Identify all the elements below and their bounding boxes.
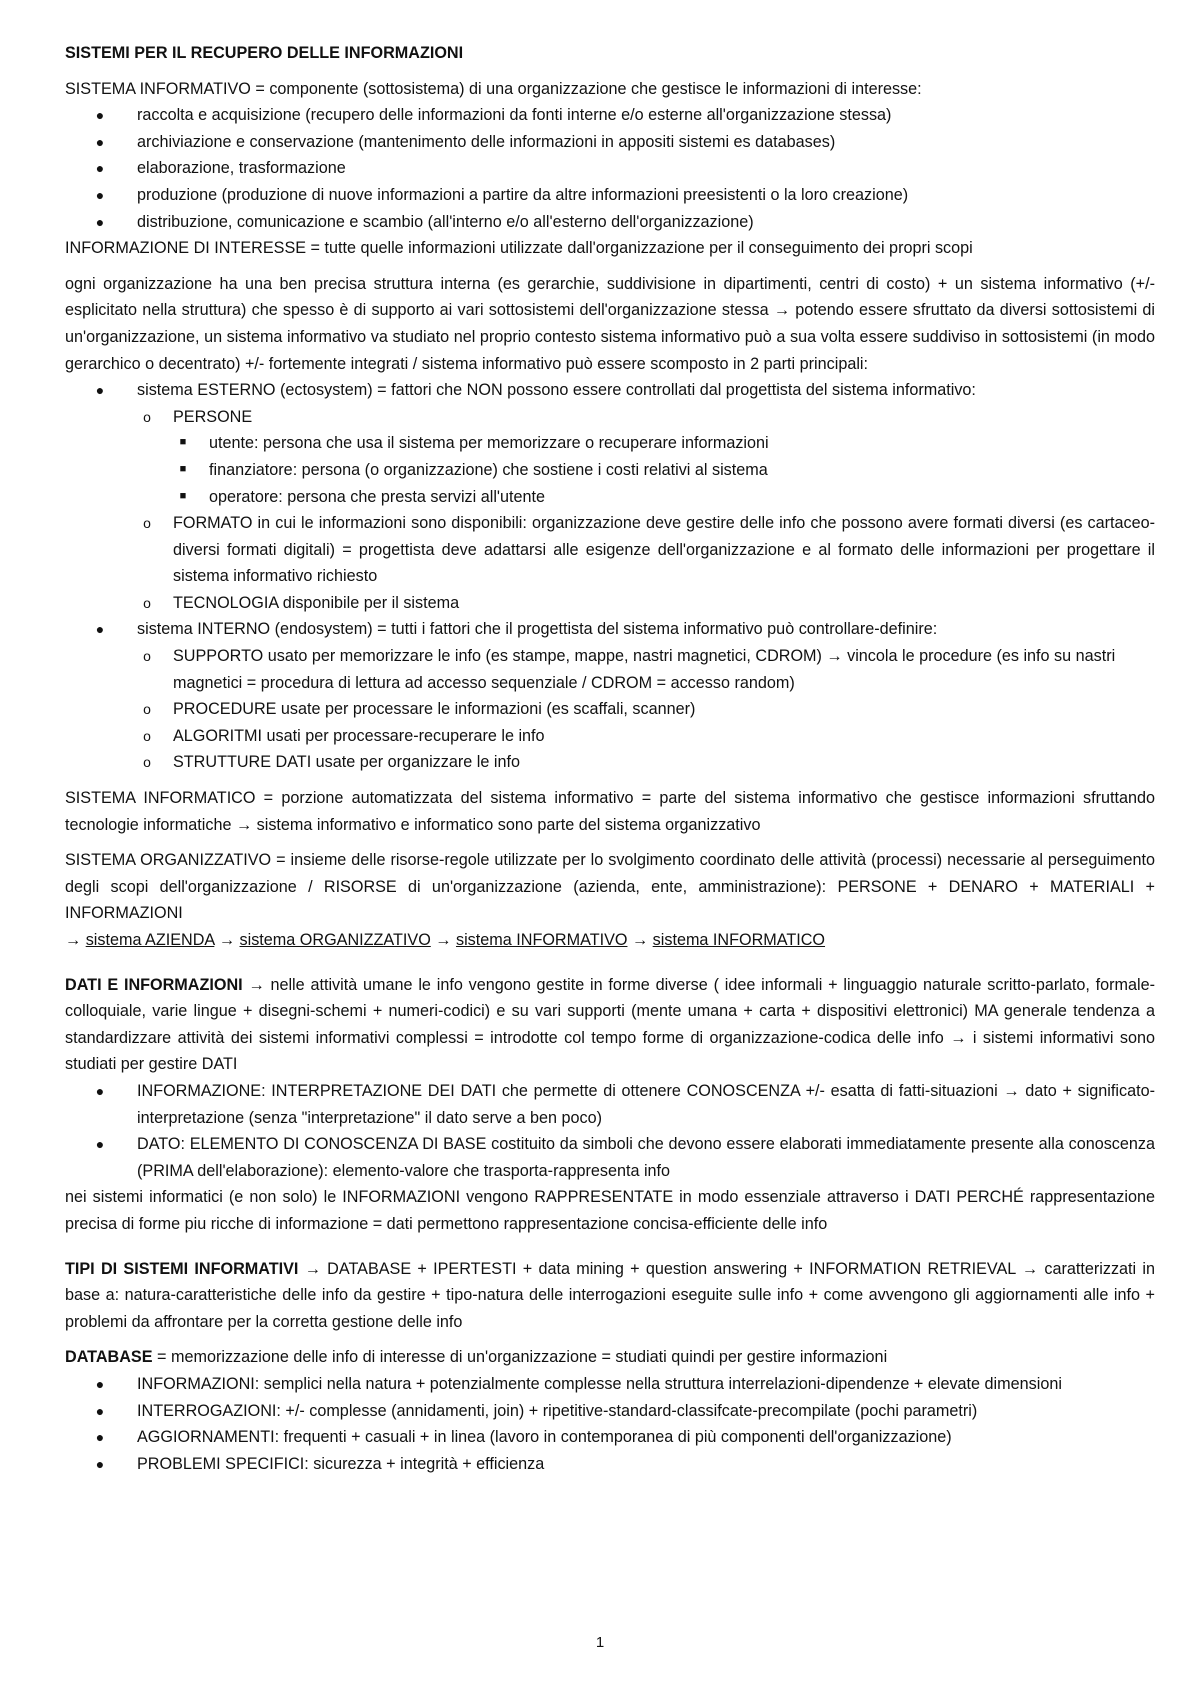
chain-item: sistema ORGANIZZATIVO [239,931,431,949]
chain-item: sistema INFORMATICO [652,931,826,949]
bullet-icon: ● [95,186,105,203]
system-hierarchy-chain: → sistema AZIENDA → sistema ORGANIZZATIVO → sistema INFORMATIVO → sistema INFORMATICO [65,931,826,949]
bullet-icon: ● [95,1375,105,1392]
circle-bullet-icon: o [143,727,151,744]
dati-informazioni-tail: nei sistemi informatici (e non solo) le INFORMAZIONI vengono RAPPRESENTATE in modo essenziale attraverso i DATI PERCHÉ rappresentazione precisa di forme piu ricche di informazione = dati permettono rappresentazione concisa-efficiente delle info [65,1188,1155,1233]
persone-list [173,430,1155,510]
list-item: ● sistema ESTERNO (ectosystem) = fattori che NON possono essere controllati dal progettista del sistema informativo: o PERSONE ■ utente: persona che usa il sistema per memorizzare o recuperare informazioni ■ finanziatore: persona (o organizzazione) che sostiene i costi relativi al sistema ■ operatore: persona che presta servizi all'utente o FORMATO in cui le informazioni sono disponibili: organizzazione deve gestire delle info che possono avere formati diversi (es cartaceo-diversi formati digitali) = progettista deve adattarsi alle esigenze dell'organizzazione e al formato delle informazioni per progettare il sistema informativo richiesto o TECNOLOGIA disponibile per il sistema [65,377,1155,616]
circle-bullet-icon: o [143,515,151,532]
sistema-informativo-definition: SISTEMA INFORMATIVO = componente (sottosistema) di una organizzazione che gestisce le informazioni di interesse: [65,79,922,98]
endosystem-list [137,643,1155,776]
informazione-di-interesse-definition: INFORMAZIONE DI INTERESSE = tutte quelle informazioni utilizzate dall'organizzazione per il conseguimento dei propri scopi [65,239,973,258]
list-item: ■ finanziatore: persona (o organizzazione) che sostiene i costi relativi al sistema [173,457,1155,484]
list-item: o ALGORITMI usati per processare-recuperare le info [137,723,1155,750]
database-list [65,1371,1155,1477]
database-paragraph: DATABASE = memorizzazione delle info di interesse di un'organizzazione = studiati quindi per gestire informazioni [65,1348,888,1367]
list-item: o PROCEDURE usate per processare le informazioni (es scaffali, scanner) [137,696,1155,723]
list-item: o FORMATO in cui le informazioni sono disponibili: organizzazione deve gestire delle info che possono avere formati diversi (es cartaceo-diversi formati digitali) = progettista deve adattarsi alle esigenze dell'organizzazione e al formato delle informazioni per progettare il sistema informativo richiesto [137,510,1155,590]
ectosystem-list [137,404,1155,617]
list-item: ● INFORMAZIONI: semplici nella natura + potenzialmente complesse nella struttura interrelazioni-dipendenze + elevate dimensioni [65,1371,1155,1398]
dati-informazioni-list [65,1078,1155,1184]
circle-bullet-icon: o [143,594,151,611]
organizzazione-paragraph: ogni organizzazione ha una ben precisa struttura interna (es gerarchie, suddivisione in dipartimenti, centri di costo) + un sistema informativo (+/- esplicitato nella struttura) che spesso è di supporto ai vari sottosistemi dell'organizzazione stessa → potendo essere sfruttato da diversi sottosistemi di un'organizzazione, un sistema informativo va studiato nel proprio contesto sistema informativo può a sua volta essere suddiviso in sottosistemi (in modo gerarchico o decentrato) +/- fortemente integrati / sistema informativo può essere scomposto in 2 parti principali: [65,274,1155,373]
circle-bullet-icon: o [143,754,151,771]
circle-bullet-icon: o [143,701,151,718]
bullet-icon: ● [95,107,105,124]
list-item: o STRUTTURE DATI usate per organizzare le info [137,749,1155,776]
chain-item: sistema INFORMATIVO [455,931,628,949]
square-bullet-icon: ■ [179,436,187,449]
bullet-icon: ● [95,133,105,150]
square-bullet-icon: ■ [179,489,187,502]
bullet-icon: ● [95,1429,105,1446]
bullet-icon: ● [95,160,105,177]
list-item: ● elaborazione, trasformazione [65,155,1155,182]
list-item: ● produzione (produzione di nuove informazioni a partire da altre informazioni preesistenti o la loro creazione) [65,182,1155,209]
tipi-sistemi-paragraph: TIPI DI SISTEMI INFORMATIVI → DATABASE + IPERTESTI + data mining + question answering + INFORMATION RETRIEVAL → caratterizzati in base a: natura-caratteristiche delle info da gestire + tipo-natura delle interrogazioni eseguite sulle info + come avvengono gli aggiornamenti alle info + problemi da affrontare per la corretta gestione delle info [65,1259,1156,1331]
list-item: ● DATO: ELEMENTO DI CONOSCENZA DI BASE costituito da simboli che devono essere elaborati immediatamente presente alla conoscenza (PRIMA dell'elaborazione): elemento-valore che trasporta-rappresenta info [65,1131,1155,1184]
list-item: ● PROBLEMI SPECIFICI: sicurezza + integrità + efficienza [65,1451,1155,1478]
bullet-icon: ● [95,1136,105,1153]
section-heading: DATABASE [65,1348,153,1367]
list-item: o SUPPORTO usato per memorizzare le info (es stampe, mappe, nastri magnetici, CDROM) → vincola le procedure (es info su nastri magnetici = procedura di lettura ad accesso sequenziale / CDROM = accesso random) [137,643,1155,696]
section-heading: TIPI DI SISTEMI INFORMATIVI [65,1259,299,1278]
list-item: o PERSONE ■ utente: persona che usa il sistema per memorizzare o recuperare informazioni ■ finanziatore: persona (o organizzazione) che sostiene i costi relativi al sistema ■ operatore: persona che presta servizi all'utente [137,404,1155,510]
circle-bullet-icon: o [143,408,151,425]
circle-bullet-icon: o [143,648,151,665]
list-item: o TECNOLOGIA disponibile per il sistema [137,590,1155,617]
list-item: ● INTERROGAZIONI: +/- complesse (annidamenti, join) + ripetitive-standard-classifcate-precompilate (pochi parametri) [65,1398,1155,1425]
bullet-icon: ● [95,621,105,638]
list-item: ● INFORMAZIONE: INTERPRETAZIONE DEI DATI che permette di ottenere CONOSCENZA +/- esatta di fatti-situazioni → dato + significato-interpretazione (senza "interpretazione" il dato serve a ben poco) [65,1078,1155,1131]
list-item: ● raccolta e acquisizione (recupero delle informazioni da fonti interne e/o esterne all'organizzazione stessa) [65,102,1155,129]
list-item: ● sistema INTERNO (endosystem) = tutti i fattori che il progettista del sistema informativo può controllare-definire: o SUPPORTO usato per memorizzare le info (es stampe, mappe, nastri magnetici, CDROM) → vincola le procedure (es info su nastri magnetici = procedura di lettura ad accesso sequenziale / CDROM = accesso random) o PROCEDURE usate per processare le informazioni (es scaffali, scanner) o ALGORITMI usati per processare-recuperare le info o STRUTTURE DATI usate per organizzare le info [65,616,1155,776]
sistema-informatico-definition: SISTEMA INFORMATICO = porzione automatizzata del sistema informativo = parte del sistema informativo che gestisce informazioni sfruttando tecnologie informatiche → sistema informativo e informatico sono parte del sistema organizzativo [65,789,1155,834]
chain-item: sistema AZIENDA [85,931,215,949]
bullet-icon: ● [95,382,105,399]
page-number: 1 [595,1634,605,1651]
list-item: ● archiviazione e conservazione (mantenimento delle informazioni in appositi sistemi es databases) [65,129,1155,156]
bullet-icon: ● [95,1455,105,1472]
bullet-icon: ● [95,1402,105,1419]
sistema-parts-list [65,377,1155,776]
document-body [65,40,1155,1477]
sistema-organizzativo-definition: SISTEMA ORGANIZZATIVO = insieme delle risorse-regole utilizzate per lo svolgimento coordinato delle attività (processi) necessarie al perseguimento degli scopi dell'organizzazione / RISORSE di un'organizzazione (azienda, ente, amministrazione): PERSONE + DENARO + MATERIALI + INFORMAZIONI [65,851,1155,923]
list-item: ■ operatore: persona che presta servizi all'utente [173,484,1155,511]
list-item: ■ utente: persona che usa il sistema per memorizzare o recuperare informazioni [173,430,1155,457]
square-bullet-icon: ■ [179,462,187,475]
list-item: ● AGGIORNAMENTI: frequenti + casuali + in linea (lavoro in contemporanea di più componenti dell'organizzazione) [65,1424,1155,1451]
bullet-icon: ● [95,213,105,230]
list-item: ● distribuzione, comunicazione e scambio (all'interno e/o all'esterno dell'organizzazione) [65,209,1155,236]
sistema-informativo-functions [65,102,1155,235]
document-title: SISTEMI PER IL RECUPERO DELLE INFORMAZIONI [65,44,464,62]
dati-informazioni-paragraph: DATI E INFORMAZIONI → nelle attività umane le info vengono gestite in forme diverse ( idee informali + linguaggio naturale scritto-parlato, formale-colloquiale, varie lingue + disegni-schemi + numeri-codici) e su vari supporti (mente umana + carta + dispositivi elettronici) MA generale tendenza a standardizzare attività dei sistemi informativi complessi = introdotte col tempo forme di organizzazione-codica delle info → i sistemi informativi sono studiati per gestire DATI [65,975,1155,1074]
bullet-icon: ● [95,1082,105,1099]
section-heading: DATI E INFORMAZIONI [65,975,243,994]
